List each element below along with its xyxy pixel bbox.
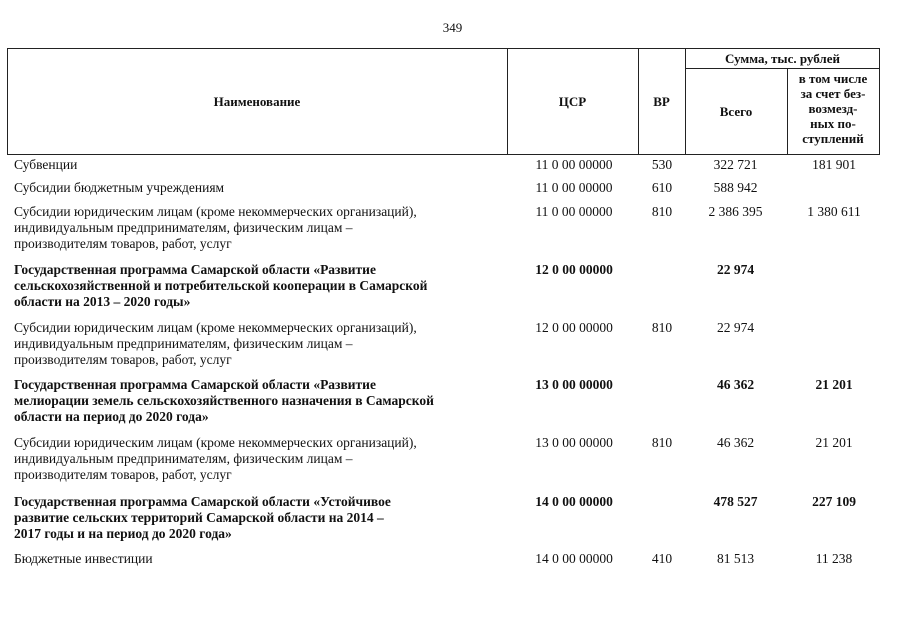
- row-vr: 610: [651, 180, 673, 195]
- row-vr: 410: [651, 551, 673, 566]
- row-total: 588 942: [713, 180, 758, 195]
- row-name: [14, 320, 514, 368]
- row-csr: 14 0 00 00000: [535, 494, 613, 509]
- row-total: 478 527: [713, 494, 758, 509]
- row-nonrepayable: 11 238: [815, 551, 853, 566]
- row-name-line: производителям товаров, работ, услуг: [14, 236, 232, 251]
- row-name-line: Бюджетные инвестиции: [14, 551, 153, 566]
- row-csr: 13 0 00 00000: [535, 435, 613, 450]
- row-total: 2 386 395: [708, 204, 763, 219]
- header-incl: [787, 71, 879, 146]
- header-incl-line: ных по-: [810, 116, 856, 131]
- page-number: 349: [442, 20, 463, 35]
- row-nonrepayable: 21 201: [815, 435, 853, 450]
- row-name: [14, 435, 514, 483]
- row-name-line: мелиорации земель сельскохозяйственного назначения в Самарской: [14, 393, 434, 408]
- sum-divider: [685, 68, 880, 69]
- row-vr: 810: [651, 435, 673, 450]
- row-name: [14, 262, 514, 310]
- header-incl-line: возмезд-: [808, 101, 858, 116]
- row-nonrepayable: 21 201: [815, 377, 853, 392]
- row-total: 81 513: [716, 551, 755, 566]
- row-name: [14, 157, 514, 173]
- row-name-line: Государственная программа Самарской области «Устойчивое: [14, 494, 391, 509]
- row-name-line: Субсидии юридическим лицам (кроме некоммерческих организаций),: [14, 435, 417, 450]
- row-name-line: Государственная программа Самарской области «Развитие: [14, 262, 376, 277]
- row-name-line: области на 2013 – 2020 годы»: [14, 294, 191, 309]
- row-name-line: производителям товаров, работ, услуг: [14, 467, 232, 482]
- header-incl-line: в том числе: [798, 71, 868, 86]
- header-incl-line: ступлений: [802, 131, 864, 146]
- row-csr: 12 0 00 00000: [535, 262, 613, 277]
- row-total: 46 362: [716, 377, 755, 392]
- row-name-line: производителям товаров, работ, услуг: [14, 352, 232, 367]
- row-name-line: Субсидии бюджетным учреждениям: [14, 180, 225, 195]
- row-vr: 810: [651, 320, 673, 335]
- header-incl-line: за счет без-: [800, 86, 866, 101]
- row-total: 322 721: [713, 157, 758, 172]
- header-vr: ВР: [653, 94, 670, 109]
- row-name-line: сельскохозяйственной и потребительской кооперации в Самарской: [14, 278, 428, 293]
- row-nonrepayable: 1 380 611: [807, 204, 861, 219]
- row-name: [14, 204, 514, 252]
- row-csr: 11 0 00 00000: [535, 157, 613, 172]
- header-bottom-border: [7, 154, 880, 155]
- table-header: [7, 48, 880, 155]
- row-name: [14, 494, 514, 542]
- row-vr: 810: [651, 204, 673, 219]
- header-top-border: [7, 48, 880, 49]
- header-csr: ЦСР: [558, 94, 587, 109]
- row-csr: 13 0 00 00000: [535, 377, 613, 392]
- row-name: [14, 551, 514, 567]
- header-sum-title: Сумма, тыс. рублей: [725, 51, 840, 66]
- row-name-line: Субсидии юридическим лицам (кроме некоммерческих организаций),: [14, 320, 417, 335]
- row-name-line: индивидуальным предпринимателям, физическим лицам –: [14, 220, 353, 235]
- row-csr: 14 0 00 00000: [535, 551, 613, 566]
- row-csr: 11 0 00 00000: [535, 204, 613, 219]
- row-name-line: индивидуальным предпринимателям, физическим лицам –: [14, 451, 353, 466]
- row-nonrepayable: 227 109: [812, 494, 856, 509]
- row-name-line: развитие сельских территорий Самарской области на 2014 –: [14, 510, 384, 525]
- row-total: 22 974: [716, 320, 755, 335]
- row-name: [14, 377, 514, 425]
- row-name-line: Субсидии юридическим лицам (кроме некоммерческих организаций),: [14, 204, 417, 219]
- row-total: 46 362: [716, 435, 755, 450]
- row-name-line: Государственная программа Самарской области «Развитие: [14, 377, 376, 392]
- row-csr: 12 0 00 00000: [535, 320, 613, 335]
- row-total: 22 974: [716, 262, 755, 277]
- row-nonrepayable: 181 901: [812, 157, 856, 172]
- row-vr: 530: [651, 157, 673, 172]
- row-name-line: области на период до 2020 года»: [14, 409, 209, 424]
- row-csr: 11 0 00 00000: [535, 180, 613, 195]
- header-total: Всего: [719, 104, 753, 119]
- row-name: [14, 180, 514, 196]
- header-name: Наименование: [213, 94, 301, 109]
- row-name-line: 2017 годы и на период до 2020 года»: [14, 526, 232, 541]
- row-name-line: Субвенции: [14, 157, 78, 172]
- row-name-line: индивидуальным предпринимателям, физическим лицам –: [14, 336, 353, 351]
